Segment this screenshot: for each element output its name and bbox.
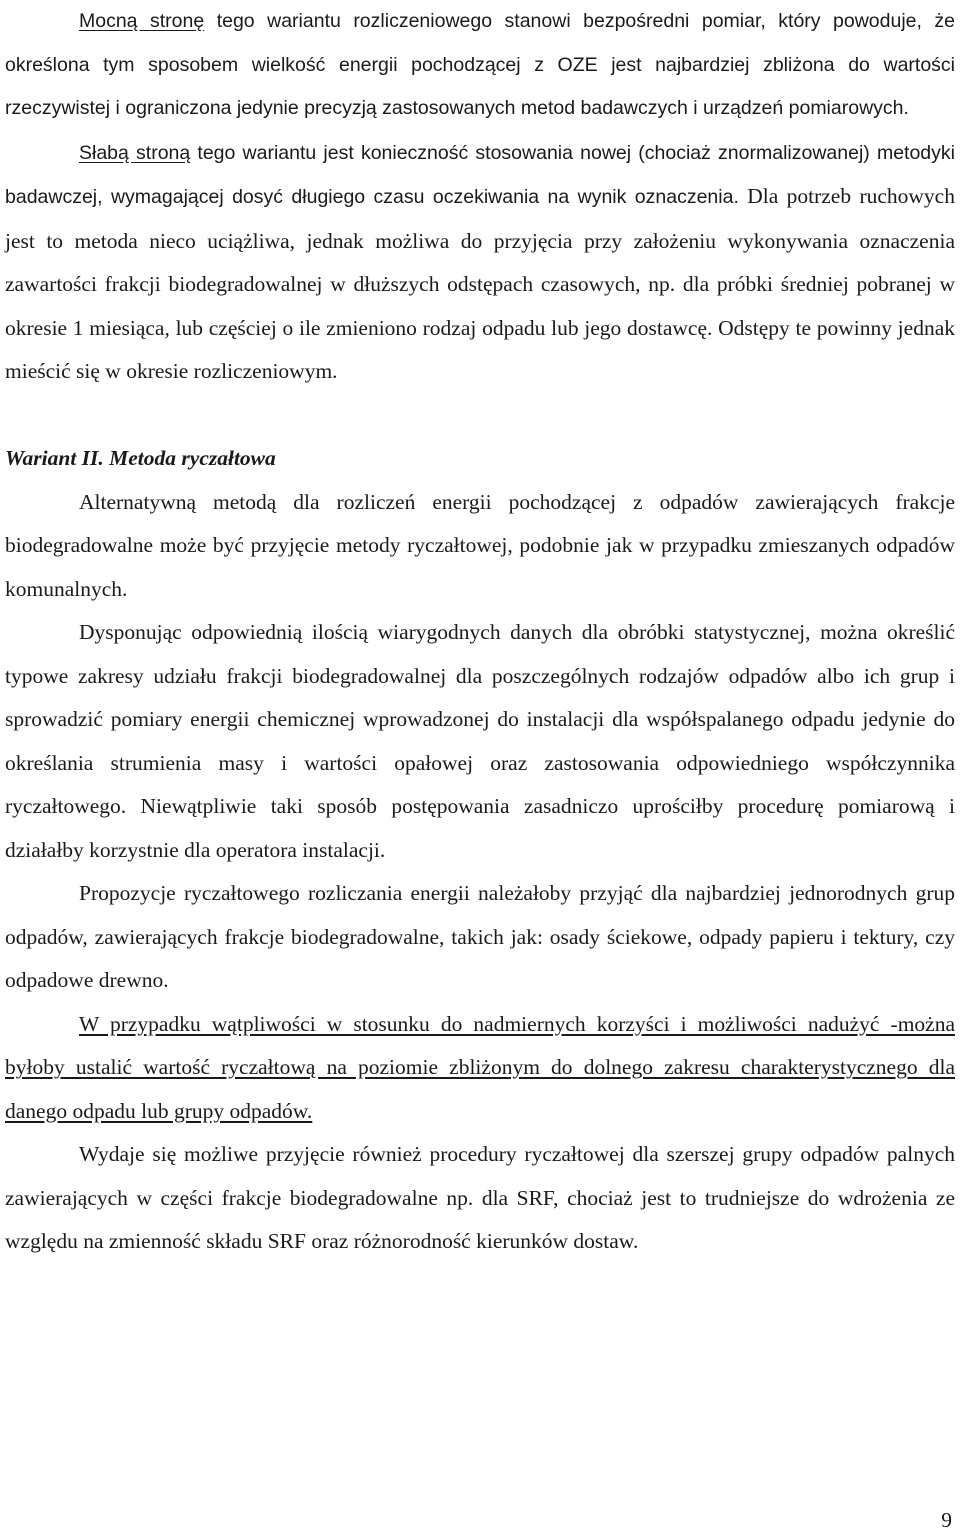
- paragraph-alternative-method: Alternatywną metodą dla rozliczeń energii pochodzącej z odpadów zawierających frakcje biodegradowalne może być przyjęcie metody ryczałtowej, podobnie jak w przypadku zmieszanych odpadów komunalnych.: [5, 489, 955, 601]
- paragraph-proposals: Propozycje ryczałtowego rozliczania energii należałoby przyjąć dla najbardziej jednorodnych grup odpadów, zawierających frakcje biodegradowalne, takich jak: osady ściekowe, odpady papieru i tektury, czy odpadowe drewno.: [5, 881, 955, 992]
- weaknesses-text-sans: tego wariantu jest konieczność stosowania nowej (chociaż znormalizowanej) metodyki badawczej, wymagającej dosyć długiego czasu oczekiwania na wynik oznaczenia.: [5, 141, 955, 208]
- paragraph-weaknesses: [5, 131, 955, 394]
- strengths-lead: Mocną stronę: [79, 10, 205, 32]
- page-number: 9: [941, 1508, 952, 1532]
- section-heading: Wariant II. Metoda ryczałtowa: [5, 446, 276, 470]
- weaknesses-text-serif: Dla potrzeb ruchowych jest to metoda nieco uciążliwa, jednak możliwa do przyjęcia przy założeniu wykonywania oznaczenia zawartości frakcji biodegradowalnej w dłuższych odstępach czasowych, np. dla próbki średniej pobranej w okresie 1 miesiąca, lub częściej o ile zmieniono rodzaj odpadu lub jego dostawcę. Odstępy te powinny jednak mieścić się w okresie rozliczeniowym.: [5, 184, 955, 383]
- strengths-text: tego wariantu rozliczeniowego stanowi bezpośredni pomiar, który powoduje, że określona tym sposobem wielkość energii pochodzącej z OZE jest najbardziej zbliżona do wartości rzeczywistej i ograniczona jedynie precyzją zastosowanych metod badawczych i urządzeń pomiarowych.: [5, 10, 955, 119]
- paragraph-srf: Wydaje się możliwe przyjęcie również procedury ryczałtowej dla szerszej grupy odpadów palnych zawierających w części frakcje biodegradowalne np. dla SRF, chociaż jest to trudniejsze do wdrożenia ze względu na zmienność składu SRF oraz różnorodność kierunków dostaw.: [5, 1142, 955, 1253]
- paragraph-doubts: W przypadku wątpliwości w stosunku do nadmiernych korzyści i możliwości nadużyć -można byłoby ustalić wartość ryczałtową na poziomie zbliżonym do dolnego zakresu charakterystycznego dla danego odpadu lub grupy odpadów.: [5, 1011, 955, 1123]
- paragraph-statistical-data: Dysponując odpowiednią ilością wiarygodnych danych dla obróbki statystycznej, można określić typowe zakresy udziału frakcji biodegradowalnej dla poszczególnych rodzajów odpadów albo ich grup i sprowadzić pomiary energii chemicznej wprowadzonej do instalacji dla współspalanego odpadu jedynie do określania strumienia masy i wartości opałowej oraz zastosowania odpowiedniego współczynnika ryczałtowego. Niewątpliwie taki sposób postępowania zasadniczo uprościłby procedurę pomiarową i działałby korzystnie dla operatora instalacji.: [5, 620, 955, 862]
- document-page: [5, 0, 955, 1264]
- weaknesses-lead: Słabą stroną: [79, 141, 191, 164]
- paragraph-strengths: [5, 0, 955, 131]
- section-spacer: [5, 394, 955, 438]
